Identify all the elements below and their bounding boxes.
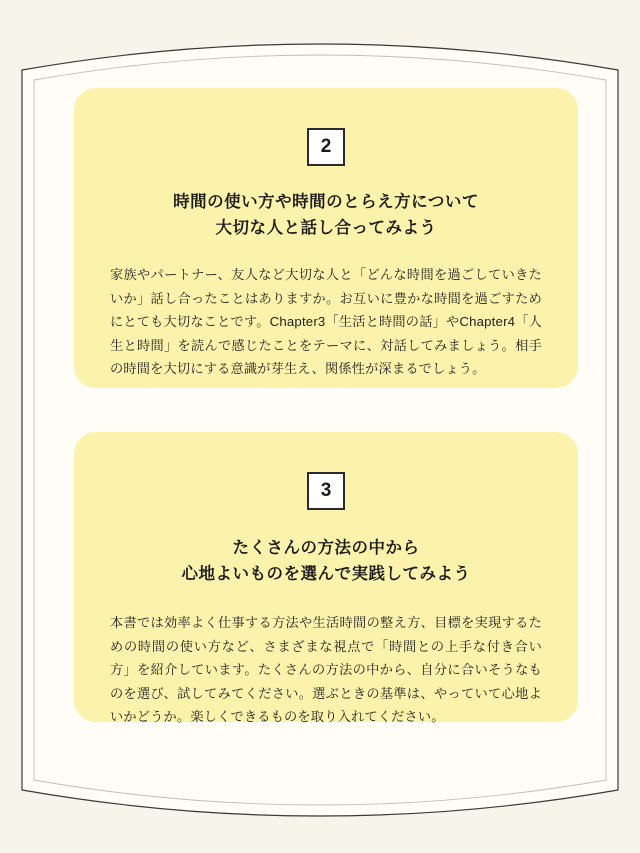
card-title-line-1: 時間の使い方や時間のとらえ方について [173, 193, 479, 211]
card-body-text: 本書では効率よく仕事する方法や生活時間の整え方、目標を実現するための時間の使い方など、さまざまな視点で「時間との上手な付き合い方」を紹介しています。たくさんの方法の中から、自分に合いそうなものを選び、試してみてください。選ぶときの基準は、やっていて心地よいかどうか。楽しくできるものを取り入れてください。 [110, 615, 542, 725]
card-title-line-2: 大切な人と話し合ってみよう [215, 218, 437, 237]
tip-card-2 [74, 88, 578, 388]
card-body-text: 家族やパートナー、友人など大切な人と「どんな時間を過ごしていきたいか」話し合ったことはありますか。お互いに豊かな時間を過ごすためにとても大切なことです。Chapter3「生活と時間の話」やChapter4「人生と時間」を読んで感じたことをテーマに、対話してみましょう。相手の時間を大切にする意識が芽生え、関係性が深まるでしょう。 [110, 267, 542, 377]
tip-card-3 [74, 432, 578, 725]
card-title [110, 536, 542, 587]
card-number-badge: 3 [307, 472, 345, 510]
card-number-badge: 2 [307, 128, 345, 166]
card-title-line-2: 心地よいものを選んで実践してみよう [181, 564, 471, 583]
card-title [110, 190, 542, 241]
card-title-line-1: たくさんの方法の中から [232, 539, 420, 557]
